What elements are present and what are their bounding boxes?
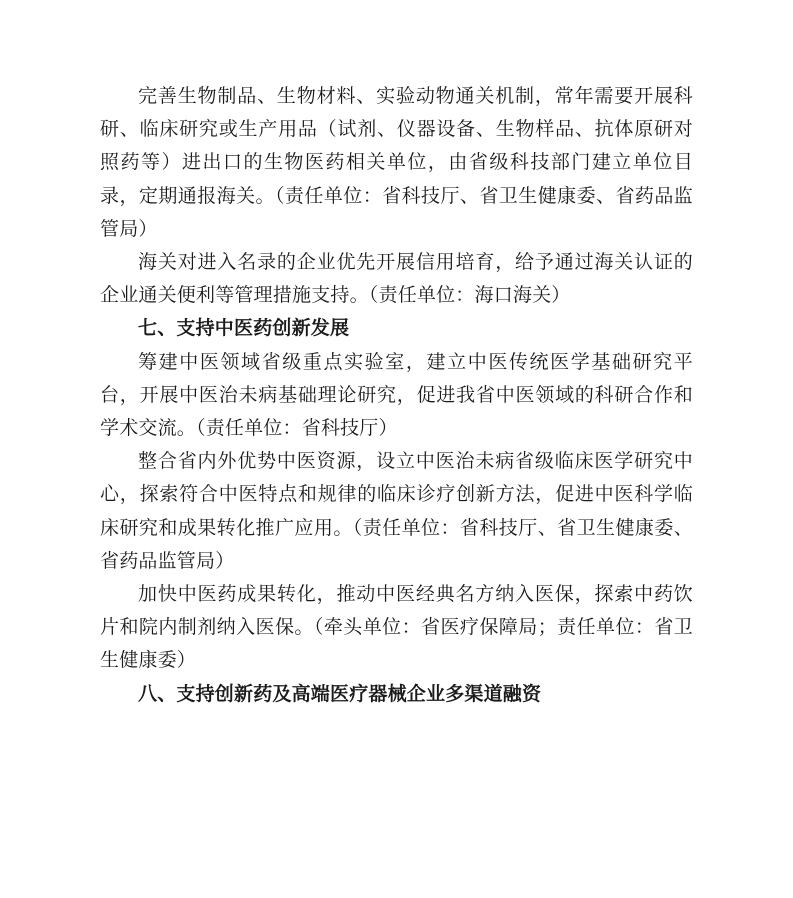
paragraph-tcm-lab: 筹建中医领域省级重点实验室，建立中医传统医学基础研究平台，开展中医治未病基础理论研究，促进我省中医领域的科研合作和学术交流。（责任单位：省科技厅） [100,350,693,440]
paragraph-customs-credit: 海关对进入名录的企业优先开展信用培育，给予通过海关认证的企业通关便利等管理措施支持。（责任单位：海口海关） [100,251,693,307]
section-heading-8: 八、支持创新药及高端医疗器械企业多渠道融资 [138,682,542,705]
paragraph-tcm-insurance: 加快中医药成果转化，推动中医经典名方纳入医保，探索中药饮片和院内制剂纳入医保。（牵头单位：省医疗保障局；责任单位：省卫生健康委） [100,583,693,672]
document-body [100,80,693,711]
section-heading-7: 七、支持中医药创新发展 [138,317,350,340]
paragraph-tcm-research-center: 整合省内外优势中医资源，设立中医治未病省级临床医学研究中心，探索符合中医特点和规律的临床诊疗创新方法，促进中医科学临床研究和成果转化推广应用。（责任单位：省科技厅、省卫生健康委、省药品监管局） [100,450,693,572]
paragraph-customs-mechanism: 完善生物制品、生物材料、实验动物通关机制，常年需要开展科研、临床研究或生产用品（试剂、仪器设备、生物样品、抗体原研对照药等）进出口的生物医药相关单位，由省级科技部门建立单位目录，定期通报海关。（责任单位：省科技厅、省卫生健康委、省药品监管局） [100,85,693,240]
